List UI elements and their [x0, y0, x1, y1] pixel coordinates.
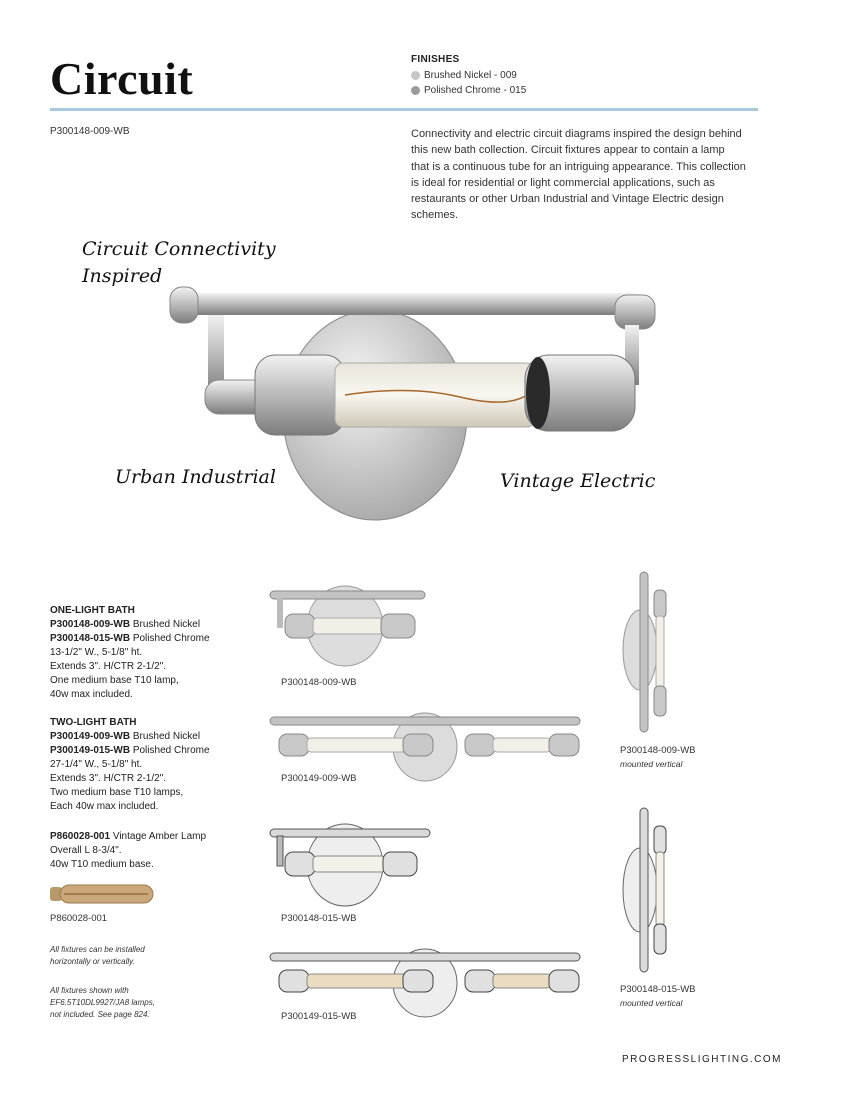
- spec-lamp: One medium base T10 lamp,: [50, 675, 179, 686]
- header-divider: [50, 108, 758, 111]
- product-image-p300149-015: [265, 948, 585, 1018]
- product-caption: P300148-009-WB: [620, 745, 696, 756]
- finish-item-brushed-nickel: [411, 70, 517, 81]
- note-line: horizontally or vertically.: [50, 957, 135, 966]
- product-image-p300148-009: [265, 586, 430, 666]
- spec-dimensions: 27-1/4" W., 5-1/8" ht.: [50, 759, 143, 770]
- script-text-connectivity: Circuit Connectivity: [82, 238, 276, 260]
- spec-finish: Polished Chrome: [132, 633, 210, 644]
- spec-sku: P300148-009-WB: [50, 619, 131, 630]
- product-mount-note: mounted vertical: [620, 998, 683, 1008]
- product-image-vertical-015: [620, 806, 670, 976]
- spec-overall: Overall L 8-3/4".: [50, 845, 122, 856]
- note-line: All fixtures can be installed: [50, 945, 145, 954]
- script-text-urban-industrial: Urban Industrial: [115, 466, 276, 488]
- spec-lamp-name: Vintage Amber Lamp: [112, 831, 207, 842]
- lamp-caption: P860028-001: [50, 913, 108, 924]
- spec-finish: Brushed Nickel: [132, 731, 201, 742]
- spec-sku: P300148-015-WB: [50, 633, 131, 644]
- finish-swatch: [411, 86, 420, 95]
- finishes-heading: FINISHES: [411, 54, 460, 65]
- product-image-p300149-009: [265, 712, 585, 782]
- spec-heading: ONE-LIGHT BATH: [50, 605, 135, 616]
- one-light-specs: [50, 604, 270, 702]
- product-image-vertical-009: [620, 570, 670, 735]
- footer-website: PROGRESSLIGHTING.COM: [622, 1054, 783, 1065]
- vintage-lamp-image: [50, 882, 155, 906]
- spec-lamp: Two medium base T10 lamps,: [50, 787, 184, 798]
- script-text-inspired: Inspired: [82, 265, 163, 287]
- product-caption: P300149-009-WB: [281, 773, 357, 784]
- spec-sku: P860028-001: [50, 831, 111, 842]
- spec-dimensions: 13-1/2" W., 5-1/8" ht.: [50, 647, 143, 658]
- product-caption: P300148-015-WB: [620, 984, 696, 995]
- lamp-note: [50, 985, 190, 1021]
- finish-label: Polished Chrome - 015: [424, 85, 527, 96]
- note-line: not included. See page 824.: [50, 1010, 150, 1019]
- finish-item-polished-chrome: [411, 85, 526, 96]
- spec-lamp: Each 40w max included.: [50, 801, 159, 812]
- product-mount-note: mounted vertical: [620, 759, 683, 769]
- spec-extends: Extends 3". H/CTR 2-1/2".: [50, 773, 167, 784]
- two-light-specs: [50, 716, 270, 814]
- script-text-vintage-electric: Vintage Electric: [500, 470, 656, 492]
- spec-sku: P300149-015-WB: [50, 745, 131, 756]
- note-line: EF6.5T10DL9927/JA8 lamps,: [50, 998, 155, 1007]
- lamp-specs: [50, 830, 270, 872]
- spec-sku: P300149-009-WB: [50, 731, 131, 742]
- install-note: [50, 944, 190, 968]
- note-line: All fixtures shown with: [50, 986, 129, 995]
- spec-extends: Extends 3". H/CTR 2-1/2".: [50, 661, 167, 672]
- spec-finish: Brushed Nickel: [132, 619, 201, 630]
- collection-description: Connectivity and electric circuit diagrams inspired the design behind this new bath collection. Circuit fixtures appear to contain a lamp that is a continuous tube for an intriguing appearance. This collection is ideal for residential or light commercial applications, such as restaurants or other Urban Industrial and Vintage Electric design schemes.: [411, 128, 746, 222]
- finish-label: Brushed Nickel - 009: [424, 70, 517, 81]
- hero-fixture-image: [160, 285, 660, 525]
- finish-swatch: [411, 71, 420, 80]
- spec-base: 40w T10 medium base.: [50, 859, 154, 870]
- spec-finish: Polished Chrome: [132, 745, 210, 756]
- spec-heading: TWO-LIGHT BATH: [50, 717, 137, 728]
- product-caption: P300148-009-WB: [281, 677, 357, 688]
- spec-lamp: 40w max included.: [50, 689, 133, 700]
- product-caption: P300149-015-WB: [281, 1011, 357, 1022]
- hero-sku: P300148-009-WB: [50, 126, 130, 137]
- page-title: Circuit: [50, 53, 194, 104]
- product-image-p300148-015: [265, 824, 435, 906]
- product-caption: P300148-015-WB: [281, 913, 357, 924]
